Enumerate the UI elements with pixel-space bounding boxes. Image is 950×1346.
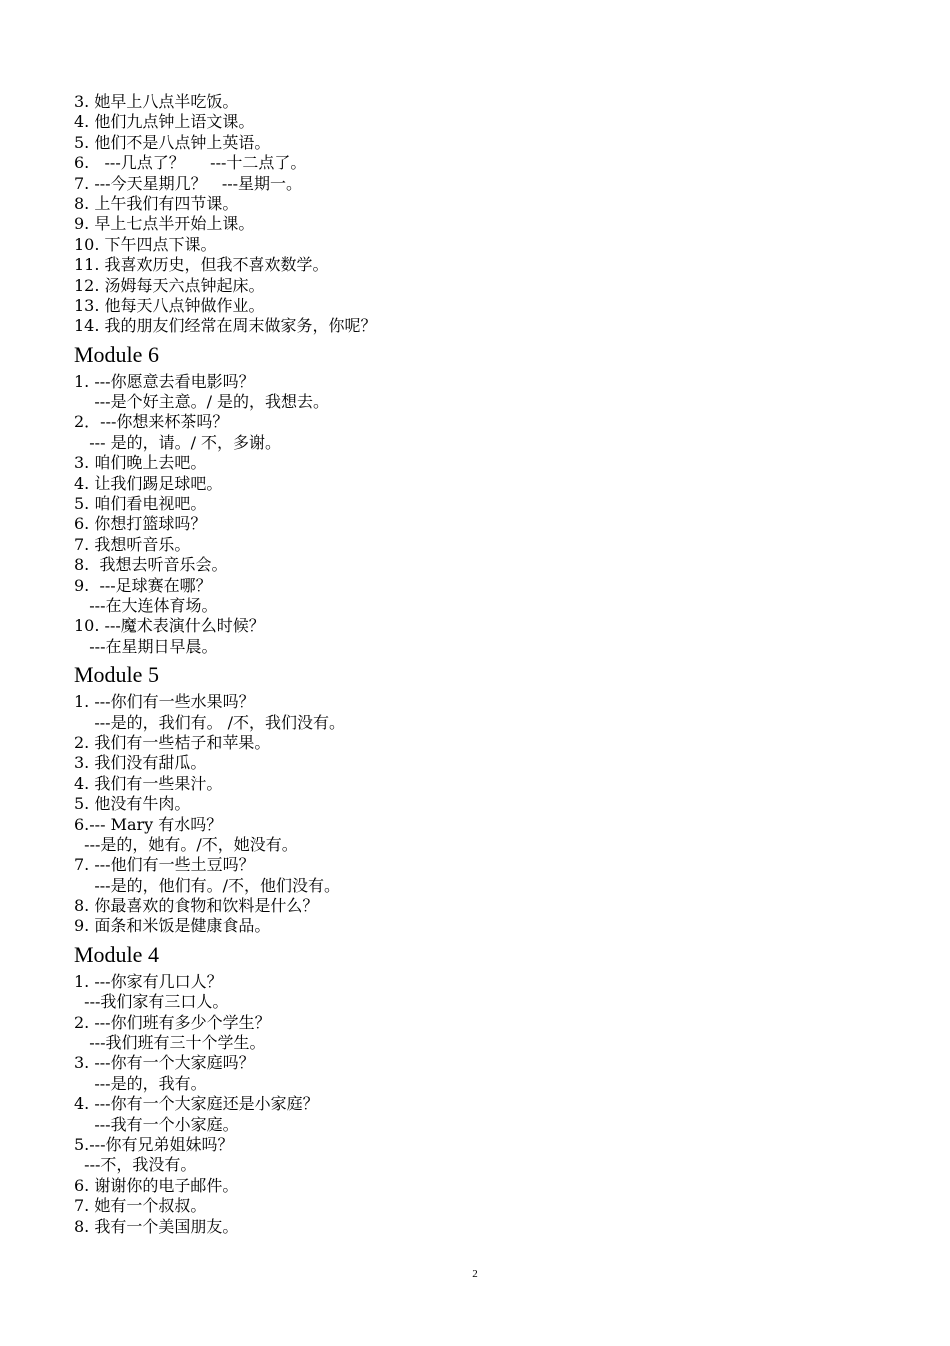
sentence-line: 8. 我想去听音乐会。	[74, 555, 228, 575]
sentence-line: 13. 他每天八点钟做作业。	[74, 295, 265, 315]
sentence-line: 6. 你想打篮球吗？	[74, 514, 207, 534]
sentence-line: 8. 我有一个美国朋友。	[74, 1216, 239, 1236]
sentence-line: 7. ---今天星期几？ ---星期一。	[74, 173, 303, 193]
sentence-line: 4. 让我们踢足球吧。	[74, 473, 223, 493]
sentence-line: 3. 她早上八点半吃饭。	[74, 92, 239, 111]
sentence-line: 4. 他们九点钟上语文课。	[74, 112, 255, 132]
page-number: 2	[472, 1268, 478, 1280]
section-module-5	[74, 662, 894, 937]
sentence-line: 9. 面条和米饭是健康食品。	[74, 916, 271, 936]
sentence-line: 9. ---足球赛在哪？	[74, 575, 212, 595]
sentence-line: ---我有一个小家庭。	[74, 1114, 239, 1134]
section-module-4	[74, 942, 894, 1237]
sentence-line: 2．---你想来杯茶吗？	[74, 412, 229, 432]
sentence-line: 8. 你最喜欢的食物和饮料是什么？	[74, 896, 319, 916]
sentence-line: 7. 她有一个叔叔。	[74, 1196, 207, 1216]
section-heading: Module 5	[74, 662, 159, 688]
sentence-line: ---是个好主意。/ 是的，我想去。	[74, 392, 330, 412]
sentence-line: 5. 咱们看电视吧。	[74, 494, 207, 514]
sentence-line: 10. 下午四点下课。	[74, 234, 217, 254]
sentence-line: 5. 他没有牛肉。	[74, 794, 191, 814]
sentence-line: 12. 汤姆每天六点钟起床。	[74, 275, 265, 295]
sentence-line: ---我们家有三口人。	[74, 992, 229, 1012]
sentence-line: ---是的，他们有。/不，他们没有。	[74, 875, 340, 895]
sentence-line: 9. 早上七点半开始上课。	[74, 214, 255, 234]
sentence-line: 1. ---你们有一些水果吗？	[74, 692, 255, 712]
document-body	[74, 92, 894, 1237]
sentence-line: 7. 我想听音乐。	[74, 534, 191, 554]
sentence-line: 3. ---你有一个大家庭吗？	[74, 1053, 255, 1073]
sentence-line: 10. ---魔术表演什么时候？	[74, 616, 265, 636]
sentence-line: 8. 上午我们有四节课。	[74, 193, 239, 213]
sentence-line: ---是的，她有。/不，她没有。	[74, 834, 298, 854]
section-heading: Module 4	[74, 941, 159, 967]
sentence-line: ---我们班有三十个学生。	[74, 1033, 266, 1053]
sentence-line: 2. 我们有一些桔子和苹果。	[74, 732, 271, 752]
sentence-line: 6. ---几点了？ ---十二点了。	[74, 153, 307, 173]
sentence-line: 1. ---你愿意去看电影吗？	[74, 371, 255, 391]
sentence-line: 7. ---他们有一些土豆吗？	[74, 855, 255, 875]
section-heading: Module 6	[74, 341, 159, 367]
section-module-6	[74, 342, 894, 657]
sentence-line: ---不，我没有。	[74, 1155, 197, 1175]
sentence-line: 2. ---你们班有多少个学生？	[74, 1012, 271, 1032]
sentence-line: 3. 我们没有甜瓜。	[74, 753, 207, 773]
sentence-line: ---在星期日早晨。	[74, 636, 218, 656]
sentence-line: --- 是的，请。/ 不，多谢。	[74, 432, 282, 452]
intro-lines	[74, 92, 894, 337]
sentence-line: 4. 我们有一些果汁。	[74, 773, 223, 793]
sentence-line: ---是的，我们有。 /不，我们没有。	[74, 712, 346, 732]
sentence-line: 6. 谢谢你的电子邮件。	[74, 1175, 239, 1195]
sentence-line: 3. 咱们晚上去吧。	[74, 453, 207, 473]
sentence-line: ---是的，我有。	[74, 1073, 207, 1093]
sentence-line: 4. ---你有一个大家庭还是小家庭？	[74, 1094, 319, 1114]
sentence-line: 14. 我的朋友们经常在周末做家务，你呢？	[74, 316, 377, 336]
sentence-line: 11. 我喜欢历史，但我不喜欢数学。	[74, 255, 329, 275]
sentence-line: 1. ---你家有几口人？	[74, 971, 223, 991]
sentence-line: 6.--- Mary 有水吗？	[74, 814, 223, 834]
sentence-line: 5. 他们不是八点钟上英语。	[74, 132, 271, 152]
sentence-line: ---在大连体育场。	[74, 595, 218, 615]
sentence-line: 5.---你有兄弟姐妹吗？	[74, 1134, 234, 1154]
